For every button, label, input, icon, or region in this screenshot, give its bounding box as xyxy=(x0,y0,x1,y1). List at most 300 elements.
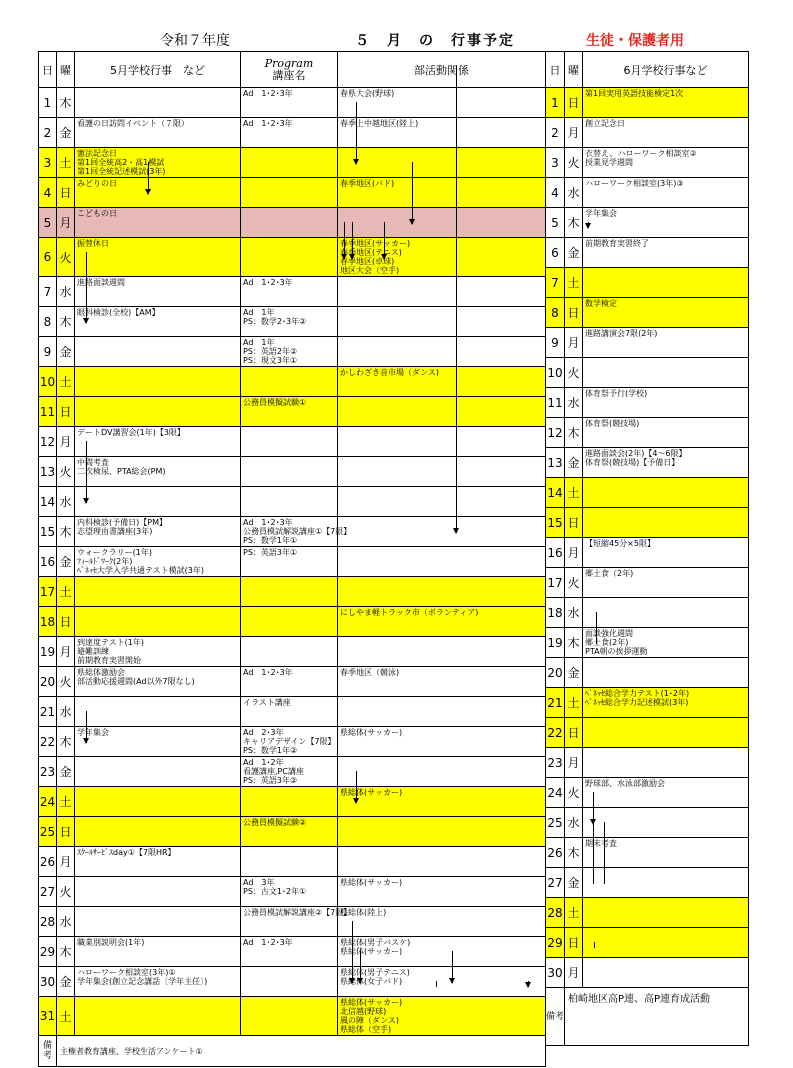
day-number: 25 xyxy=(39,817,57,847)
club-cell xyxy=(338,178,546,208)
school-event-text: ウォークラリー(1年) xyxy=(77,548,153,557)
school-event-text: 二次検尿、PTA総会(PM) xyxy=(77,467,166,476)
program-text: PS：数学1年① xyxy=(243,536,298,545)
june-event-text: 第1回実用英語技能検定1次 xyxy=(585,89,684,98)
continuation-arrow xyxy=(528,981,529,987)
day-of-week: 日 xyxy=(57,178,75,208)
program-cell xyxy=(241,397,338,427)
school-event-text: 学年集会 xyxy=(77,728,109,737)
club-text: 春季地区(テニス) xyxy=(340,248,402,257)
program-text: Ad 1･2･3年 xyxy=(243,668,293,677)
club-text: 春県大会(野球) xyxy=(340,89,395,98)
day-of-week: 月 xyxy=(57,637,75,667)
day-number: 15 xyxy=(39,517,57,547)
june-day-row xyxy=(546,658,749,688)
day-number: 2 xyxy=(546,118,565,148)
june-event-text: 体育祭(競技場)【予備日】 xyxy=(585,458,680,467)
club-text: 春季地区（競泳) xyxy=(340,668,400,677)
club-cell xyxy=(338,517,546,547)
june-event-text: 創立記念日 xyxy=(585,119,625,128)
day-number: 19 xyxy=(546,628,565,658)
june-event-cell xyxy=(583,688,749,718)
day-of-week: 火 xyxy=(565,778,583,808)
day-number: 29 xyxy=(39,937,57,967)
program-cell xyxy=(241,907,352,937)
school-event-cell xyxy=(75,997,241,1036)
club-cell xyxy=(338,457,546,487)
school-event-cell xyxy=(75,337,241,367)
program-cell xyxy=(241,238,338,277)
school-event-text: 振替休日 xyxy=(77,239,109,248)
school-events-col-header: 5月学校行事 など xyxy=(75,52,241,88)
program-cell xyxy=(241,148,338,178)
june-day-row xyxy=(546,628,749,658)
june-day-row xyxy=(546,148,749,178)
school-event-text: みどりの日 xyxy=(77,179,117,188)
june-event-cell xyxy=(583,838,749,868)
day-of-week: 金 xyxy=(57,757,75,787)
day-of-week: 水 xyxy=(57,697,75,727)
school-event-cell xyxy=(75,397,241,427)
program-en-label: Program xyxy=(264,56,314,70)
continuation-arrow xyxy=(356,771,357,804)
school-event-cell xyxy=(75,277,241,307)
program-cell xyxy=(241,118,338,148)
june-event-text: 前期教育実習終了 xyxy=(585,239,649,248)
june-remarks-text: 柏崎地区高P連、高P連育成活動 xyxy=(565,988,749,1046)
june-event-text: 進路講演会7限(2年) xyxy=(585,329,658,338)
continuation-arrow xyxy=(384,222,385,259)
june-day-row xyxy=(546,808,749,838)
day-number: 12 xyxy=(546,418,565,448)
club-text: にしやま軽トラック市（ボランティア) xyxy=(340,608,479,617)
june-event-text: 学年集会 xyxy=(585,209,617,218)
day-of-week: 日 xyxy=(565,928,583,958)
club-text: かしわざき音市場（ダンス) xyxy=(340,368,439,377)
program-cell xyxy=(241,547,338,577)
june-event-cell xyxy=(583,118,749,148)
june-event-cell xyxy=(583,418,749,448)
program-cell xyxy=(241,637,338,667)
school-event-text: 到達度テスト(1年) xyxy=(77,638,145,647)
day-number: 20 xyxy=(39,667,57,697)
program-cell xyxy=(241,877,338,907)
continuation-line xyxy=(436,981,437,987)
continuation-arrow xyxy=(456,66,457,534)
day-number: 22 xyxy=(546,718,565,748)
program-cell xyxy=(241,997,338,1036)
june-day-row xyxy=(546,778,749,808)
club-text: 県総体(サッカー) xyxy=(340,788,403,797)
day-of-week: 月 xyxy=(565,328,583,358)
school-event-text: 避難訓練 xyxy=(77,647,109,656)
day-of-week: 日 xyxy=(565,718,583,748)
june-event-text: 衣替え、ハローワーク相談室② xyxy=(585,149,697,158)
club-text: 県総体(サッカー) xyxy=(340,728,403,737)
club-cell xyxy=(338,487,546,517)
school-event-text: 中間考査 xyxy=(77,458,109,467)
may-day-row xyxy=(39,457,546,487)
day-number: 29 xyxy=(546,928,565,958)
day-number: 6 xyxy=(39,238,57,277)
continuation-arrow xyxy=(588,222,589,228)
program-cell xyxy=(241,208,338,238)
club-cell xyxy=(338,997,546,1036)
school-event-cell xyxy=(75,208,241,238)
program-text: Ad 1･2･3年 xyxy=(243,89,293,98)
club-cell xyxy=(338,937,546,967)
school-event-cell xyxy=(75,577,241,607)
club-cell xyxy=(338,727,546,757)
day-of-week: 金 xyxy=(57,547,75,577)
may-day-row xyxy=(39,607,546,637)
club-text: 県総体(サッカー) xyxy=(340,998,403,1007)
day-number: 28 xyxy=(546,898,565,928)
june-event-cell xyxy=(583,148,749,178)
day-of-week: 月 xyxy=(565,958,583,988)
continuation-arrow xyxy=(452,951,453,984)
club-cell xyxy=(338,787,546,817)
program-text: イラスト講座 xyxy=(243,698,291,707)
program-cell xyxy=(241,337,338,367)
program-text: Ad 1･2･3年 xyxy=(243,278,293,287)
may-day-row xyxy=(39,88,546,118)
day-of-week: 水 xyxy=(57,277,75,307)
day-number: 21 xyxy=(546,688,565,718)
day-number: 13 xyxy=(39,457,57,487)
june-event-text: 【短縮45分×5限】 xyxy=(585,539,655,548)
june-event-cell xyxy=(583,478,749,508)
club-cell xyxy=(338,577,546,607)
continuation-arrow xyxy=(86,252,87,324)
program-text: PS：古文1･2年① xyxy=(243,887,307,896)
day-number: 27 xyxy=(39,877,57,907)
june-day-row xyxy=(546,538,749,568)
may-day-row xyxy=(39,907,546,937)
may-day-row xyxy=(39,397,546,427)
continuation-arrow xyxy=(352,921,353,984)
day-of-week: 土 xyxy=(57,577,75,607)
club-cell xyxy=(338,238,546,277)
day-of-week: 木 xyxy=(57,937,75,967)
club-cell xyxy=(338,367,546,397)
school-event-text: ﾌｨｰﾙﾄﾞﾜｰｸ(2年) xyxy=(77,557,133,566)
continuation-arrow xyxy=(356,102,357,165)
program-text: PS：数学1年② xyxy=(243,746,298,755)
june-event-text: PTA朝の挨拶運動 xyxy=(585,647,648,656)
day-of-week: 土 xyxy=(565,478,583,508)
june-day-row xyxy=(546,838,749,868)
day-of-week: 金 xyxy=(565,238,583,268)
june-event-cell xyxy=(583,508,749,538)
school-event-text: 職業別説明会(1年) xyxy=(77,938,145,947)
june-day-row xyxy=(546,958,749,988)
club-cell xyxy=(338,847,546,877)
school-event-text: 前期教育実習開始 xyxy=(77,656,141,665)
day-of-week: 日 xyxy=(57,397,75,427)
day-number: 2 xyxy=(39,118,57,148)
day-of-week: 日 xyxy=(57,817,75,847)
day-of-week: 火 xyxy=(565,568,583,598)
school-event-cell xyxy=(75,637,241,667)
day-number: 10 xyxy=(546,358,565,388)
day-of-week: 月 xyxy=(57,427,75,457)
continuation-arrow xyxy=(593,792,594,825)
day-of-week: 木 xyxy=(565,628,583,658)
june-day-row xyxy=(546,718,749,748)
june-event-cell xyxy=(583,268,749,298)
school-event-cell xyxy=(75,367,241,397)
day-number: 28 xyxy=(39,907,57,937)
june-event-text: 進路面談会(2年)【4～6限】 xyxy=(585,449,687,458)
may-day-row xyxy=(39,547,546,577)
day-number: 3 xyxy=(39,148,57,178)
june-day-row xyxy=(546,208,749,238)
day-number: 27 xyxy=(546,868,565,898)
june-event-cell xyxy=(583,298,749,328)
program-cell xyxy=(241,607,338,637)
may-day-row xyxy=(39,937,546,967)
june-schedule-table xyxy=(545,51,749,1046)
june-event-text: 郷土食(2年) xyxy=(585,638,629,647)
day-of-week: 木 xyxy=(565,418,583,448)
day-number: 7 xyxy=(546,268,565,298)
school-event-cell xyxy=(75,148,241,178)
program-text: Ad 1年 xyxy=(243,338,275,347)
may-header-row xyxy=(39,52,546,88)
day-of-week: 金 xyxy=(57,967,75,997)
program-cell xyxy=(241,967,338,997)
june-event-text: ﾍﾞﾈｯｾ総合学力記述模試(3年) xyxy=(585,698,689,707)
day-number: 23 xyxy=(39,757,57,787)
school-event-cell xyxy=(75,88,241,118)
june-day-row xyxy=(546,598,749,628)
june-remarks-row xyxy=(546,988,749,1046)
program-text: 公務員模擬試験① xyxy=(243,398,307,407)
school-event-text: 第1回全統記述模試(3年) xyxy=(77,167,166,176)
june-day-row xyxy=(546,268,749,298)
program-cell xyxy=(241,277,338,307)
may-day-row xyxy=(39,307,546,337)
day-number: 4 xyxy=(546,178,565,208)
club-text: 地区大会（空手) xyxy=(340,266,400,275)
program-cell xyxy=(241,847,338,877)
continuation-line xyxy=(596,612,597,645)
school-event-cell xyxy=(75,517,241,547)
day-number: 12 xyxy=(39,427,57,457)
program-cell xyxy=(241,487,338,517)
day-of-week: 月 xyxy=(565,538,583,568)
school-event-cell xyxy=(75,118,241,148)
may-day-row xyxy=(39,178,546,208)
june-event-text: 面談強化週間 xyxy=(585,629,633,638)
june-event-cell xyxy=(583,238,749,268)
club-cell xyxy=(338,307,546,337)
program-text: 看護講座,PC講座 xyxy=(243,767,304,776)
program-text: Ad 1･2年 xyxy=(243,758,284,767)
continuation-arrow xyxy=(148,162,149,195)
club-text: 県総体(陸上) xyxy=(340,908,387,917)
day-number: 6 xyxy=(546,238,565,268)
school-event-cell xyxy=(75,607,241,637)
school-event-text: 部活動応援週間(Ad以外7限なし) xyxy=(77,677,195,686)
day-number: 11 xyxy=(546,388,565,418)
program-text: 公務員模試解説講座②【7限】 xyxy=(243,908,352,917)
club-text: 県総体(女子バド) xyxy=(340,977,403,986)
program-text: Ad 1･2･3年 xyxy=(243,119,293,128)
day-of-week: 木 xyxy=(565,208,583,238)
june-day-row xyxy=(546,478,749,508)
club-cell xyxy=(338,337,546,367)
june-day-row xyxy=(546,448,749,478)
program-cell xyxy=(241,697,338,727)
june-event-cell xyxy=(583,178,749,208)
day-of-week: 土 xyxy=(57,148,75,178)
day-number: 26 xyxy=(546,838,565,868)
june-event-cell xyxy=(583,208,749,238)
may-day-row xyxy=(39,118,546,148)
program-text: Ad 3年 xyxy=(243,878,275,887)
program-text: Ad 1･2･3年 xyxy=(243,518,293,527)
school-event-cell xyxy=(75,457,241,487)
may-day-row xyxy=(39,148,546,178)
continuation-arrow xyxy=(86,441,87,504)
dow-col-header: 曜 xyxy=(57,52,75,88)
school-event-cell xyxy=(75,907,241,937)
june-event-text: 期末考査 xyxy=(585,839,617,848)
day-of-week: 水 xyxy=(57,907,75,937)
school-event-cell xyxy=(75,877,241,907)
remarks-row xyxy=(39,1036,546,1067)
may-day-row xyxy=(39,637,546,667)
day-of-week: 水 xyxy=(565,388,583,418)
program-text: PS：数学2･3年② xyxy=(243,317,307,326)
june-day-row xyxy=(546,178,749,208)
day-of-week: 月 xyxy=(57,847,75,877)
june-event-text: 野球部、水泳部激励会 xyxy=(585,779,665,788)
school-event-cell xyxy=(75,667,241,697)
school-event-cell xyxy=(75,787,241,817)
school-event-cell xyxy=(75,178,241,208)
remarks-text: 主権者教育講座、学校生活アンケート① xyxy=(57,1036,546,1067)
june-event-text: ハローワーク相談室(3年)③ xyxy=(585,179,684,188)
club-cell xyxy=(338,667,546,697)
school-event-cell xyxy=(75,847,241,877)
day-number: 16 xyxy=(546,538,565,568)
day-number: 25 xyxy=(546,808,565,838)
june-event-text: 郷土食（2年) xyxy=(585,569,634,578)
school-event-text: 進路面談週間 xyxy=(77,278,125,287)
club-text: 春季地区(サッカー) xyxy=(340,239,411,248)
june-header-row xyxy=(546,52,749,88)
club-cell xyxy=(338,817,546,847)
club-text: 春季地区(バド) xyxy=(340,179,395,188)
june-event-cell xyxy=(583,958,749,988)
school-event-cell xyxy=(75,697,241,727)
june-day-row xyxy=(546,88,749,118)
continuation-line xyxy=(594,942,595,948)
program-cell xyxy=(241,757,338,787)
club-cell xyxy=(338,607,546,637)
day-number: 22 xyxy=(39,727,57,757)
june-day-row xyxy=(546,238,749,268)
club-cell xyxy=(338,277,546,307)
day-of-week: 日 xyxy=(565,88,583,118)
school-event-text: ｽｸｰﾙｻｰﾋﾞｽday①【7限HR】 xyxy=(77,848,176,857)
program-cell xyxy=(241,367,338,397)
school-event-cell xyxy=(75,757,241,787)
day-number: 30 xyxy=(39,967,57,997)
june-event-text: 体育祭予行(学校) xyxy=(585,389,648,398)
june-day-row xyxy=(546,358,749,388)
june-event-cell xyxy=(583,538,749,568)
program-cell xyxy=(241,517,352,547)
day-number: 3 xyxy=(546,148,565,178)
day-number: 9 xyxy=(546,328,565,358)
fiscal-year: 令和７年度 xyxy=(160,33,230,49)
may-day-row xyxy=(39,787,546,817)
school-event-text: ハローワーク相談室(3年)① xyxy=(77,968,176,977)
day-number: 11 xyxy=(39,397,57,427)
day-number: 17 xyxy=(546,568,565,598)
june-day-row xyxy=(546,508,749,538)
club-text: 春季上中越地区(陸上) xyxy=(340,119,419,128)
continuation-arrow xyxy=(344,222,345,259)
day-of-week: 水 xyxy=(565,598,583,628)
june-events-col-header: 6月学校行事など xyxy=(583,52,749,88)
program-text: PS：現文3年① xyxy=(243,356,298,365)
day-of-week: 月 xyxy=(565,118,583,148)
day-number: 21 xyxy=(39,697,57,727)
june-event-text: 授業見学週間 xyxy=(585,158,633,167)
may-day-row xyxy=(39,487,546,517)
may-day-row xyxy=(39,847,546,877)
program-text: PS：英語3年① xyxy=(243,548,298,557)
continuation-arrow xyxy=(86,711,87,744)
day-of-week: 火 xyxy=(57,457,75,487)
june-day-row xyxy=(546,328,749,358)
continuation-line xyxy=(593,822,594,885)
day-of-week: 金 xyxy=(57,337,75,367)
club-text: 春季地区(卓球) xyxy=(340,257,395,266)
day-of-week: 土 xyxy=(565,688,583,718)
june-event-cell xyxy=(583,598,749,628)
program-cell xyxy=(241,457,338,487)
school-event-cell xyxy=(75,937,241,967)
club-cell xyxy=(338,88,546,118)
may-day-row xyxy=(39,667,546,697)
may-day-row xyxy=(39,757,546,787)
club-cell xyxy=(338,397,546,427)
may-day-row xyxy=(39,517,546,547)
continuation-arrow xyxy=(352,222,353,259)
day-of-week: 金 xyxy=(57,118,75,148)
program-text: 公務員模試解説講座①【7限】 xyxy=(243,527,352,536)
school-event-text: 看護の日訪問イベント（７限） xyxy=(77,119,189,128)
june-event-text: 体育祭(競技場) xyxy=(585,419,640,428)
school-event-cell xyxy=(75,487,241,517)
june-event-cell xyxy=(583,88,749,118)
club-text: 県総体(男子バスケ) xyxy=(340,938,411,947)
club-cell xyxy=(338,208,546,238)
program-cell xyxy=(241,178,338,208)
june-event-cell xyxy=(583,448,749,478)
day-of-week: 火 xyxy=(57,877,75,907)
day-number: 14 xyxy=(39,487,57,517)
june-day-row xyxy=(546,298,749,328)
june-day-row xyxy=(546,868,749,898)
program-text: Ad 1･2･3年 xyxy=(243,938,293,947)
